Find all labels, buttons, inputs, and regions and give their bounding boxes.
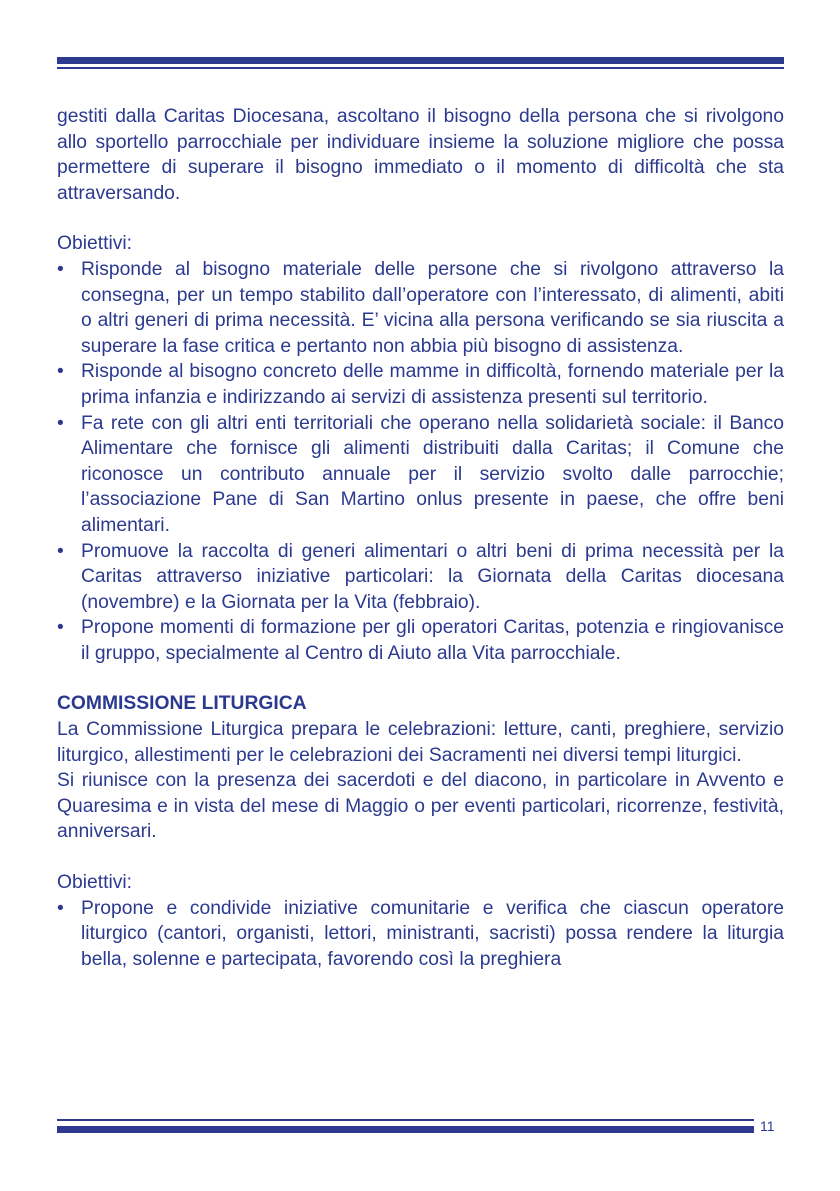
list-item-text: Risponde al bisogno concreto delle mamme in difficoltà, fornendo materiale per la prima infanzia e indirizzando ai servizi di assistenza presenti sul territorio. (81, 361, 784, 408)
objectives-list (57, 896, 784, 973)
list-item (57, 539, 784, 616)
footer-rule-thin (57, 1119, 754, 1121)
objectives-label: Obiettivi: (57, 233, 133, 255)
footer-rule-thick (57, 1126, 754, 1133)
list-item (57, 257, 784, 359)
bullet-icon: • (57, 897, 64, 919)
list-item-text: Propone momenti di formazione per gli operatori Caritas, potenzia e ringiovanisce il gruppo, specialmente al Centro di Aiuto alla Vita parrocchiale. (81, 617, 784, 664)
page-content (57, 104, 784, 972)
section-paragraph: Si riunisce con la presenza dei sacerdoti e del diacono, in particolare in Avvento e Quaresima e in vista del mese di Maggio o per eventi particolari, ricorrenze, festività, anniversari. (57, 770, 784, 843)
intro-paragraph: gestiti dalla Caritas Diocesana, ascoltano il bisogno della persona che si rivolgono allo sportello parrocchiale per individuare insieme la soluzione migliore che possa permettere di superare il bisogno immediato o il momento di difficoltà che sta attraversando. (57, 106, 784, 204)
objectives-list (57, 257, 784, 667)
objectives-label: Obiettivi: (57, 872, 133, 894)
header-rule-thin (57, 67, 784, 69)
list-item-text: Propone e condivide iniziative comunitarie e verifica che ciascun operatore liturgico (cantori, organisti, lettori, ministranti, sacristi) possa rendere la liturgia bella, solenne e partecipata, favorendo così la preghiera (81, 897, 784, 970)
bullet-icon: • (57, 412, 64, 434)
bullet-icon: • (57, 540, 64, 562)
list-item (57, 411, 784, 539)
list-item (57, 615, 784, 666)
section-paragraph: La Commissione Liturgica prepara le celebrazioni: letture, canti, preghiere, servizio liturgico, allestimenti per le celebrazioni dei Sacramenti nei diversi tempi liturgici. (57, 719, 784, 766)
list-item-text: Fa rete con gli altri enti territoriali che operano nella solidarietà sociale: il Banco Alimentare che fornisce gli alimenti distribuiti dalla Caritas; il Comune che riconosce un contributo annuale per il servizio svolto dalle parrocchie; l’associazione Pane di San Martino onlus presente in paese, che offre beni alimentari. (81, 412, 784, 536)
bullet-icon: • (57, 258, 64, 280)
page-number: 11 (760, 1118, 775, 1134)
list-item-text: Promuove la raccolta di generi alimentari o altri beni di prima necessità per la Caritas attraverso iniziative particolari: la Giornata della Caritas diocesana (novembre) e la Giornata per la Vita (febbraio). (81, 540, 784, 613)
header-rule-thick (57, 57, 784, 64)
section-heading: COMMISSIONE LITURGICA (57, 693, 307, 715)
list-item-text: Risponde al bisogno materiale delle persone che si rivolgono attraverso la consegna, per un tempo stabilito dall’operatore con l’interessato, di alimenti, abiti o altri generi di prima necessità. E’ vicina alla persona verificando se sia riuscita a superare la fase critica e pertanto non abbia più bisogno di assistenza. (81, 258, 784, 357)
list-item (57, 359, 784, 410)
bullet-icon: • (57, 361, 64, 383)
bullet-icon: • (57, 617, 64, 639)
list-item (57, 896, 784, 973)
